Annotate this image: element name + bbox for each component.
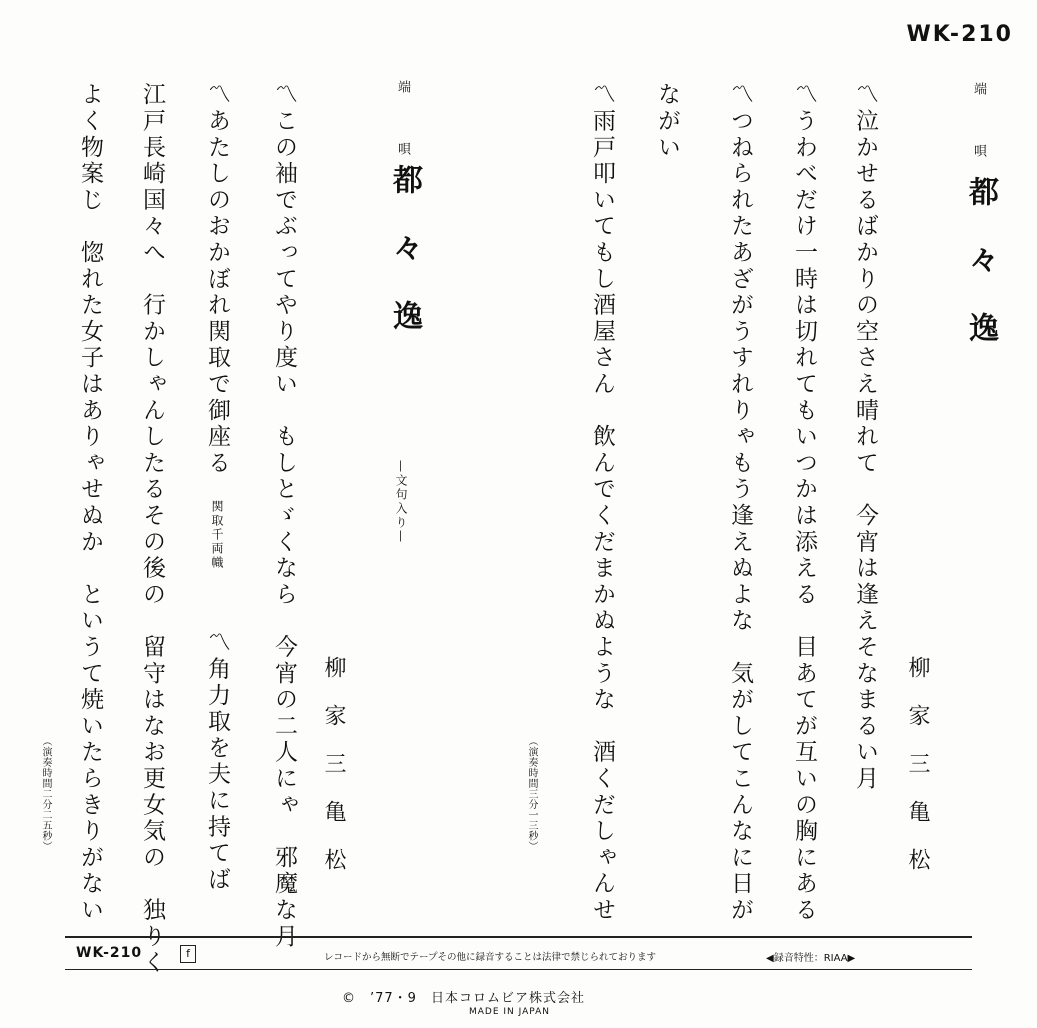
song1-lyric-line: 〽うわべだけ一時は切れてもいつかは添える 目あてが互いの胸にある <box>791 82 817 924</box>
song2-duration: （演奏時間二分二五秒） <box>40 736 51 852</box>
song2-lyric-line: 〽この袖でぶってやり度い もしとゞくなら 今宵の二人にゃ 邪魔な月 <box>271 82 297 950</box>
song1-title: 都々逸 <box>963 176 998 380</box>
song1-duration: （演奏時間三分一三秒） <box>526 736 537 852</box>
song2-subtitle: —文句入り— <box>394 460 408 544</box>
catalog-number-top: WK-210 <box>906 22 1013 47</box>
song2-lyric-line: 〽角力取を夫に持てば <box>204 630 230 893</box>
song2-lyric-line: よく物案じ 惚れた女子はありゃせぬか というて焼いたらきりがない <box>77 82 103 924</box>
made-in: MADE IN JAPAN <box>469 1007 551 1017</box>
copyright: © ’77・9 日本コロムビア株式会社 <box>342 991 585 1006</box>
song2-lyric-line: 〽あたしのおかぼれ関取で御座る <box>204 82 230 477</box>
song1-lyric-line: 〽雨戸叩いてもし酒屋さん 飲んでくだまかぬような 酒くだしゃんせ <box>589 82 615 924</box>
song2-lyric-note: 関取千両幟 <box>210 500 224 570</box>
riaa-label: ◀録音特性：RIAA▶ <box>766 953 856 964</box>
song2-lyric-line: 江戸長崎国々へ 行かしゃんしたるその後の 留守はなお更女気の 独りく <box>139 82 165 977</box>
song1-lyric-line: ながい <box>654 82 680 161</box>
footer-rule-bottom <box>65 969 972 970</box>
song1-genre: 端 唄 <box>971 82 986 175</box>
song1-singer: 柳家三亀松 <box>905 656 930 896</box>
song2-title: 都々逸 <box>387 164 422 368</box>
copy-warning: レコードから無断でテープその他に録音することは法律で禁じられております <box>324 952 657 963</box>
footer-catalog-number: WK-210 <box>76 945 143 961</box>
song2-genre: 端 唄 <box>395 80 410 173</box>
footer-rule-top <box>65 936 972 938</box>
song2-singer: 柳家三亀松 <box>321 656 346 896</box>
song1-lyric-line: 〽つねられたあざがうすれりゃもう逢えぬよな 気がしてこんなに日が <box>727 82 753 924</box>
song1-lyric-line: 〽泣かせるばかりの空さえ晴れて 今宵は逢えそなまるい月 <box>852 82 878 793</box>
f-mark-icon: f <box>180 945 196 963</box>
